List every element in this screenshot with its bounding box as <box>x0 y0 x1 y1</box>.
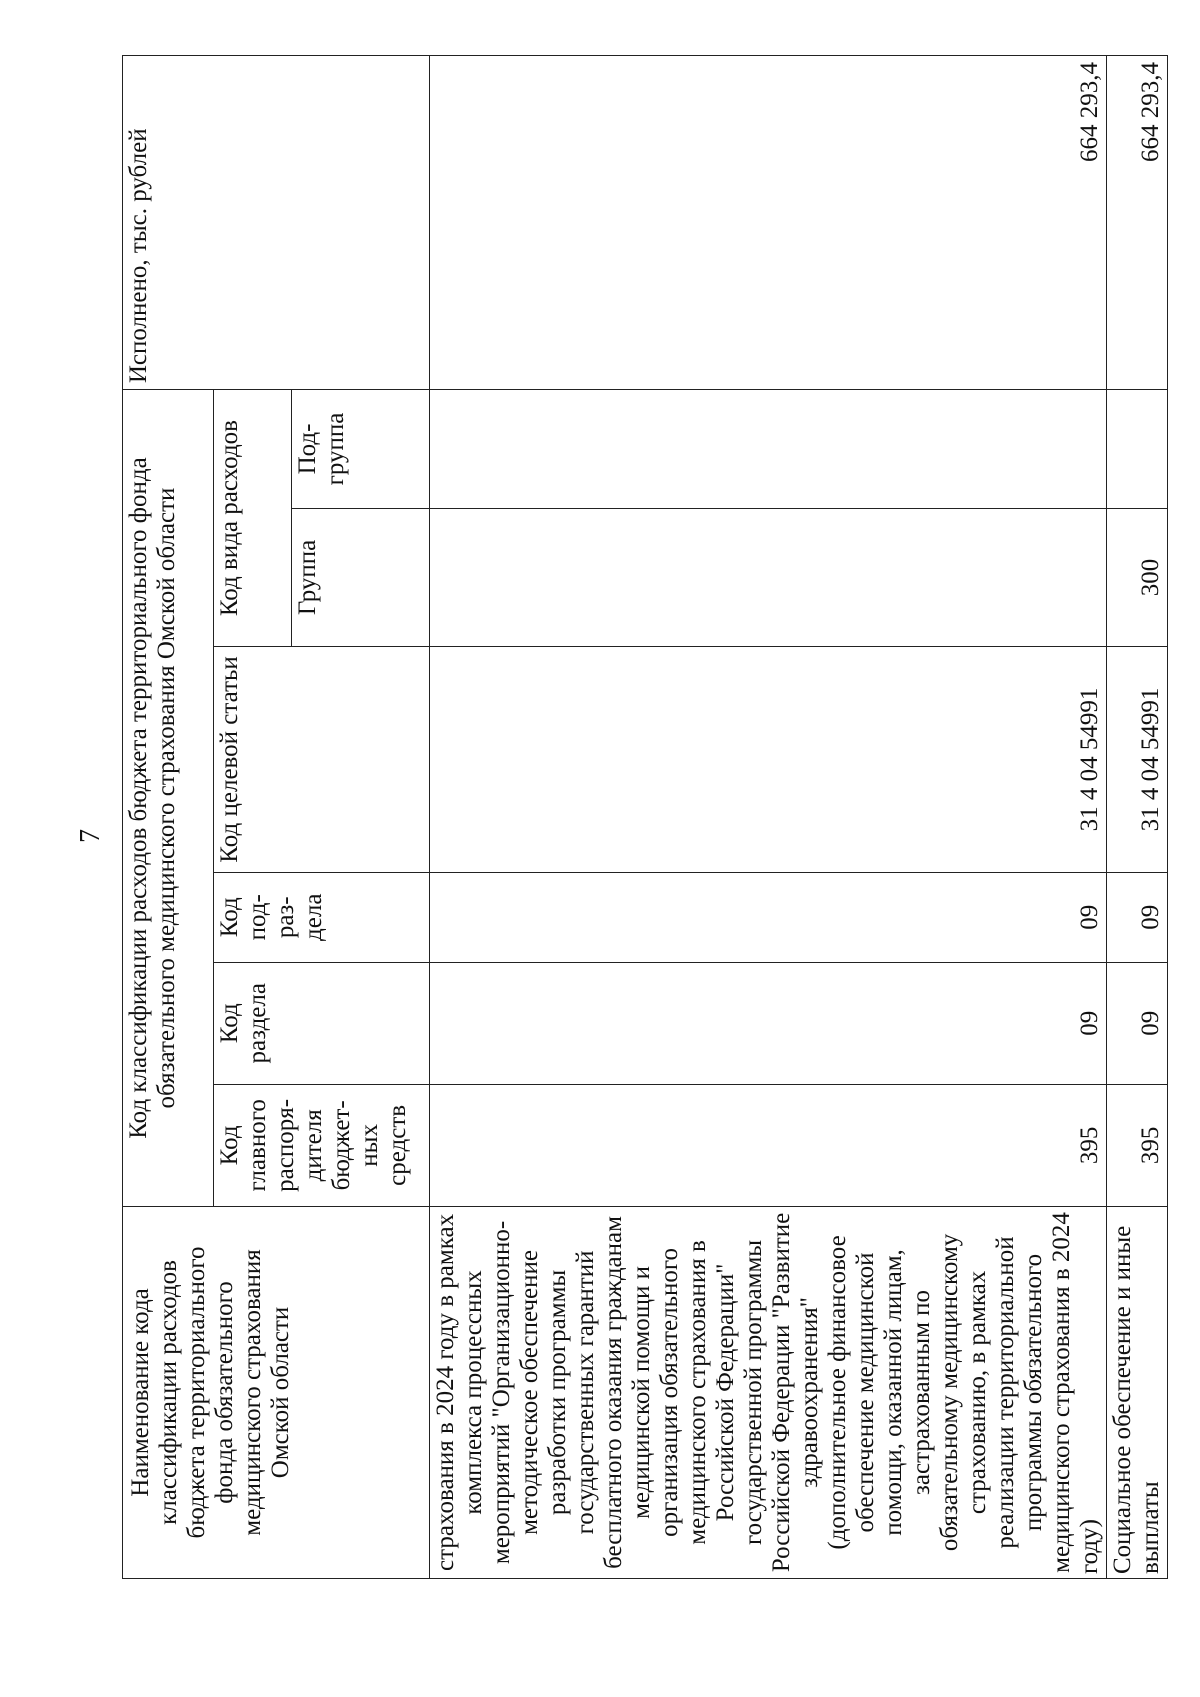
header-csr: Код целевой статьи <box>214 647 430 873</box>
header-kvr-group: Группа <box>292 508 430 646</box>
header-grbs: Код главного распоря-дителя бюджет-ных средств <box>214 1084 430 1206</box>
header-kvr: Код вида расходов <box>214 390 292 647</box>
row-podrazdel: 09 <box>430 872 1107 962</box>
row-sum: 664 293,4 <box>430 56 1107 390</box>
header-code-group: Код классификации расходов бюджета территориального фонда обязательного медицинского страхования Омской области <box>123 390 214 1207</box>
header-sum: Исполнено, тыс. рублей <box>123 56 430 390</box>
row-razdel: 09 <box>430 962 1107 1084</box>
row-sum: 664 293,4 <box>1107 56 1168 390</box>
row-razdel: 09 <box>1107 962 1168 1084</box>
header-podrazdel: Код под-раз-дела <box>214 872 430 962</box>
row-csr: 31 4 04 54991 <box>1107 647 1168 873</box>
header-kvr-subgroup: Под-группа <box>292 390 430 509</box>
row-csr: 31 4 04 54991 <box>430 647 1107 873</box>
row-grbs: 395 <box>1107 1084 1168 1206</box>
row-podrazdel: 09 <box>1107 872 1168 962</box>
page-number: 7 <box>75 829 106 843</box>
row-subgroup <box>430 390 1107 509</box>
table-row <box>1107 56 1168 1579</box>
header-name: Наименование кода классификации расходов бюджета территориального фонда обязательного медицинского страхования Омской области <box>123 1206 430 1578</box>
budget-expenditure-table <box>122 55 1168 1579</box>
row-group <box>430 508 1107 646</box>
row-grbs: 395 <box>430 1084 1107 1206</box>
row-name: страхования в 2024 году в рамках комплекса процессных мероприятий "Организационно-методическое обеспечение разработки программы государственных гарантий бесплатного оказания гражданам медицинской помощи и организация обязательного медицинского страхования в Российской Федерации" государственной программы Российской Федерации "Развитие здравоохранения" (дополнительное финансовое обеспечение медицинской помощи, оказанной лицам, застрахованным по обязательному медицинскому страхованию, в рамках реализации территориальной программы обязательного медицинского страхования в 2024 году) <box>430 1206 1107 1578</box>
row-name: Социальное обеспечение и иные выплаты <box>1107 1206 1168 1578</box>
row-group: 300 <box>1107 508 1168 646</box>
header-row-1 <box>123 56 214 1579</box>
header-razdel: Код раздела <box>214 962 430 1084</box>
row-subgroup <box>1107 390 1168 509</box>
rotated-table-container <box>122 55 1164 1579</box>
table-row <box>430 56 1107 1579</box>
